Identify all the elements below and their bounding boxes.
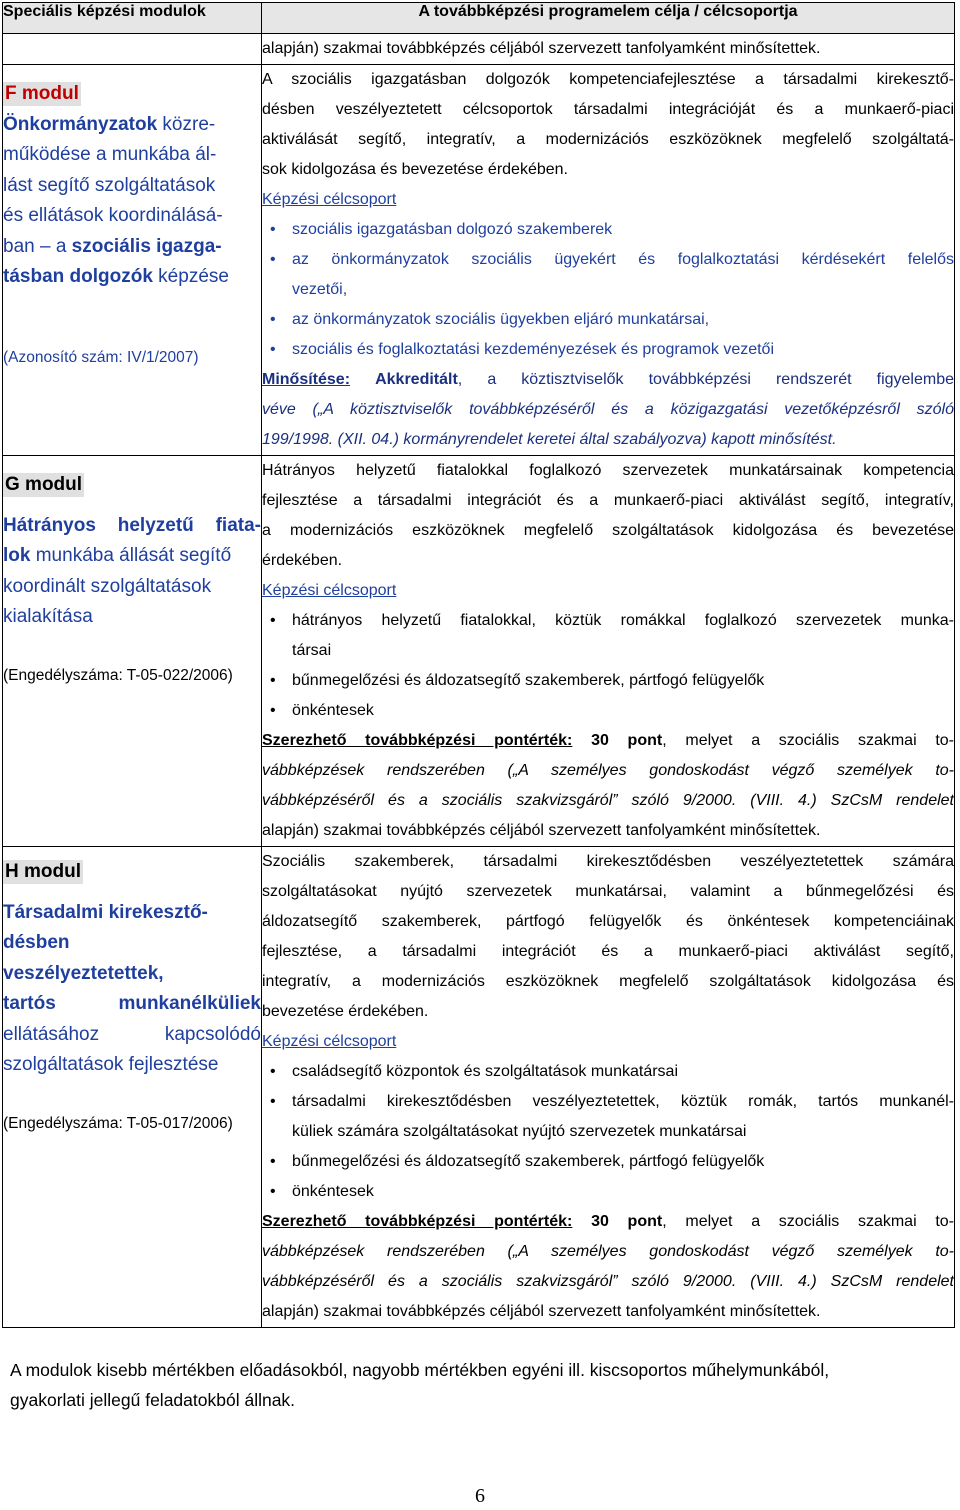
module-f-title-3: lást segítő szolgáltatások (3, 174, 216, 196)
header-right: A továbbképzési programelem célja / célcsoportja (262, 3, 955, 34)
module-g-points: Szerezhető továbbképzési pontérték: 30 pont, melyet a szociális szakmai to- (262, 732, 955, 749)
module-h-right: Szociális szakemberek, társadalmi kirekesztődésben veszélyeztetettek számára szolgáltatásokat nyújtó szervezetek munkatársai, valamint a bűnmegelőzési és áldozatsegítő szakemberek, pártfogó felügyelők és önkéntesek kompetenciáinak fejlesztése, a társadalmi integrációt és a munkaerő-piaci aktiválást segítő, integratív, a modernizációs eszközöknek megfelelő szolgáltatások kidolgozása és bevezetése érdekében. Képzési célcsoport • családsegítő központok és szolgáltatások munkatársai • társadalmi kirekesztődésben veszélyeztetettek, köztük romák, tartós munkanél- küliek számára szolgáltatásokat nyújtó szervezetek munkatársai • bűnmegelőzési és áldozatsegítő szakemberek, pártfogó felügyelők • önkéntesek Szerezhető továbbképzési pontérték: 30 pont, melyet a szociális szakmai to- vábbképzések rendszerében („A személyes gondoskodást végző személyek to- vábbképzéséről és a szociális szakvizsgáról” szóló 9/2000. (VIII. 4.) SzCsM rendelet alapján) szakmai továbbképzés céljából szervezett tanfolyamként minősítettek. (262, 847, 955, 1328)
module-g-tag: G modul (5, 474, 83, 495)
module-g-right: Hátrányos helyzetű fiatalokkal foglalkozó szervezetek munkatársainak kompetencia fejlesztése a társadalmi integrációt és a munkaerő-piaci aktiválást segítő, integratív, a modernizációs eszközöknek megfelelő szolgáltatások kidolgozása és bevezetése érdekében. Képzési célcsoport • hátrányos helyzetű fiatalokkal, köztük romákkal foglalkozó szervezetek munka- társai • bűnmegelőzési és áldozatsegítő szakemberek, pártfogó felügyelők • önkéntesek Szerezhető továbbképzési pontérték: 30 pont, melyet a szociális szakmai to- vábbképzések rendszerében („A személyes gondoskodást végző személyek to- vábbképzéséről és a szociális szakvizsgáról” szóló 9/2000. (VIII. 4.) SzCsM rendelet alapján) szakmai továbbképzés céljából szervezett tanfolyamként minősítettek. (262, 456, 955, 847)
list-item: • családsegítő központok és szolgáltatások munkatársai (270, 1063, 678, 1080)
page-number: 6 (475, 1485, 485, 1507)
module-g-goal-4: érdekében. (262, 552, 343, 569)
module-h-goal-3: áldozatsegítő szakemberek, pártfogó felügyelők és önkéntesek kompetenciáinak (262, 913, 954, 930)
module-row-h (3, 847, 955, 1328)
module-g-goal-2: fejlesztése a társadalmi integrációt és a munkaerő-piaci aktiválást segítő, integratív, (262, 492, 954, 509)
list-item: • szociális igazgatásban dolgozó szakemberek (270, 221, 613, 238)
list-item: • bűnmegelőzési és áldozatsegítő szakemberek, pártfogó felügyelők (270, 672, 765, 689)
list-item: • önkéntesek (270, 1183, 374, 1200)
module-f-qual-2: véve („A köztisztviselők továbbképzéséről és a közigazgatási vezetőképzésről szóló (262, 401, 954, 418)
module-h-title-5: ellátásához kapcsolódó (3, 1023, 261, 1045)
module-f-qualification: Minősítése: Akkreditált, a köztisztviselők továbbképzési rendszerét figyelembe (262, 371, 954, 388)
module-f-goal-2: désben veszélyeztetett célcsoportok társadalmi integrációját és a munkaerő-piaci (262, 101, 954, 118)
module-f-goal-3: aktiválását segítő, integratív, a modernizációs eszközöknek megfelelő szolgáltatá- (262, 131, 954, 148)
module-g-title-3: koordinált szolgáltatások (3, 575, 212, 597)
module-f-qual-3: 199/1998. (XII. 04.) kormányrendelet keretei által szabályozva) kapott minősítést. (262, 431, 837, 448)
module-h-points: Szerezhető továbbképzési pontérték: 30 pont, melyet a szociális szakmai to- (262, 1213, 955, 1230)
module-g-ident: (Engedélyszáma: T-05-022/2006) (3, 666, 233, 684)
module-f-tag: F modul (5, 83, 79, 104)
module-f-target-heading: Képzési célcsoport (262, 191, 397, 208)
module-g-left: G modul Hátrányos helyzetű fiata- lok munkába állását segítő koordinált szolgáltatások kialakítása (Engedélyszáma: T-05-022/2006) (3, 456, 262, 847)
module-g-goal-3: a modernizációs eszközöknek megfelelő szolgáltatások kidolgozása és bevezetése (262, 522, 954, 539)
module-h-ident: (Engedélyszáma: T-05-017/2006) (3, 1114, 233, 1132)
module-h-goal-6: bevezetése érdekében. (262, 1003, 429, 1020)
continuation-row (3, 34, 955, 65)
module-h-goal-5: integratív, a modernizációs eszközöknek megfelelő szolgáltatások kidolgozása és (262, 973, 954, 990)
module-g-points-4: alapján) szakmai továbbképzés céljából szervezett tanfolyamként minősítettek. (262, 822, 821, 839)
list-item: • társadalmi kirekesztődésben veszélyeztetettek, köztük romák, tartós munkanél- (270, 1093, 954, 1110)
module-h-title-6: szolgáltatások fejlesztése (3, 1054, 219, 1075)
module-h-title-2: désben (3, 932, 70, 953)
module-g-points-3: vábbképzéséről és a szociális szakvizsgáról” szóló 9/2000. (VIII. 4.) SzCsM rendelet (262, 792, 954, 809)
module-g-goal-1: Hátrányos helyzetű fiatalokkal foglalkozó szervezetek munkatársainak kompetencia (262, 462, 954, 479)
module-f-goal-4: sok kidolgozása és bevezetése érdekében. (262, 161, 568, 178)
module-row-g (3, 456, 955, 847)
list-item: • az önkormányzatok szociális ügyekben eljáró munkatársai, (270, 311, 710, 328)
module-f-goal-1: A szociális igazgatásban dolgozók kompetenciafejlesztése a társadalmi kirekesztő- (262, 71, 954, 88)
footer-line-2: gyakorlati jellegű feladatokból állnak. (10, 1390, 296, 1410)
module-h-points-3: vábbképzéséről és a szociális szakvizsgáról” szóló 9/2000. (VIII. 4.) SzCsM rendelet (262, 1273, 954, 1290)
module-h-target-heading: Képzési célcsoport (262, 1033, 397, 1050)
module-f-ident: (Azonosító szám: IV/1/2007) (3, 348, 199, 366)
list-item: • önkéntesek (270, 702, 374, 719)
module-f-left: F modul Önkormányzatok közre- működése a munkába ál- lást segítő szolgáltatások és ellátások koordinálásá- ban – a szociális igazga- tásban dolgozók képzése (Azonosító szám: IV/1/2007) (3, 65, 262, 456)
module-f-title-2: működése a munkába ál- (3, 144, 217, 165)
continuation-line: alapján) szakmai továbbképzés céljából szervezett tanfolyamként minősítettek. (262, 40, 821, 57)
table-header-row (3, 3, 955, 34)
list-item: • hátrányos helyzetű fiatalokkal, köztük romákkal foglalkozó szervezetek munka- (270, 612, 954, 629)
module-h-points-2: vábbképzések rendszerében („A személyes gondoskodást végző személyek to- (262, 1243, 954, 1260)
module-h-left (3, 847, 262, 1328)
module-g-title-4: kialakítása (3, 606, 93, 627)
module-f-right: A szociális igazgatásban dolgozók kompetenciafejlesztése a társadalmi kirekesztő- désben veszélyeztetett célcsoportok társadalmi integrációját és a munkaerő-piaci aktiválását segítő, integratív, a modernizációs eszközöknek megfelelő szolgáltatá- sok kidolgozása és bevezetése érdekében. Képzési célcsoport • szociális igazgatásban dolgozó szakemberek • az önkormányzatok szociális ügyekért és foglalkoztatási kérdésekért felelős vezetői, • az önkormányzatok szociális ügyekben eljáró munkatársai, • szociális és foglalkoztatási kezdeményezések és programok vezetői Minősítése: Akkreditált, a köztisztviselők továbbképzési rendszerét figyelembe véve („A köztisztviselők továbbképzéséről és a közigazgatási vezetőképzésről szóló 199/1998. (XII. 04.) kormányrendelet keretei által szabályozva) kapott minősítést. (262, 65, 955, 456)
header-left: Speciális képzési modulok (3, 3, 262, 34)
module-h-points-4: alapján) szakmai továbbképzés céljából szervezett tanfolyamként minősítettek. (262, 1303, 821, 1320)
module-h-title-4: tartós munkanélküliek (3, 993, 261, 1014)
module-h-goal-2: szolgáltatásokat nyújtó szervezetek munkatársai, valamint a bűnmegelőzési és (262, 883, 954, 900)
modules-table (2, 2, 955, 1328)
footer-note (10, 1355, 955, 1415)
module-f-title-4: és ellátások koordinálásá- (3, 205, 223, 226)
module-h-tag: H modul (5, 861, 81, 882)
module-g-target-heading: Képzési célcsoport (262, 582, 397, 599)
module-h-goal-4: fejlesztése, a társadalmi integrációt és a munkaerő-piaci aktiválást segítő, (262, 943, 954, 960)
module-h-goal-1: Szociális szakemberek, társadalmi kirekesztődésben veszélyeztetettek számára (262, 853, 954, 870)
module-g-points-2: vábbképzések rendszerében („A személyes gondoskodást végző személyek to- (262, 762, 954, 779)
list-item: • az önkormányzatok szociális ügyekért és foglalkoztatási kérdésekért felelős (270, 251, 954, 268)
list-item: • bűnmegelőzési és áldozatsegítő szakemberek, pártfogó felügyelők (270, 1153, 765, 1170)
module-h-title-1: Társadalmi kirekesztő- (3, 901, 208, 923)
list-item: • szociális és foglalkoztatási kezdeményezések és programok vezetői (270, 341, 775, 358)
module-h-title-3: veszélyeztetettek, (3, 962, 164, 984)
footer-line-1: A modulok kisebb mértékben előadásokból, nagyobb mértékben egyéni ill. kiscsoportos műhelymunkából, (10, 1360, 830, 1380)
module-row-f (3, 65, 955, 456)
